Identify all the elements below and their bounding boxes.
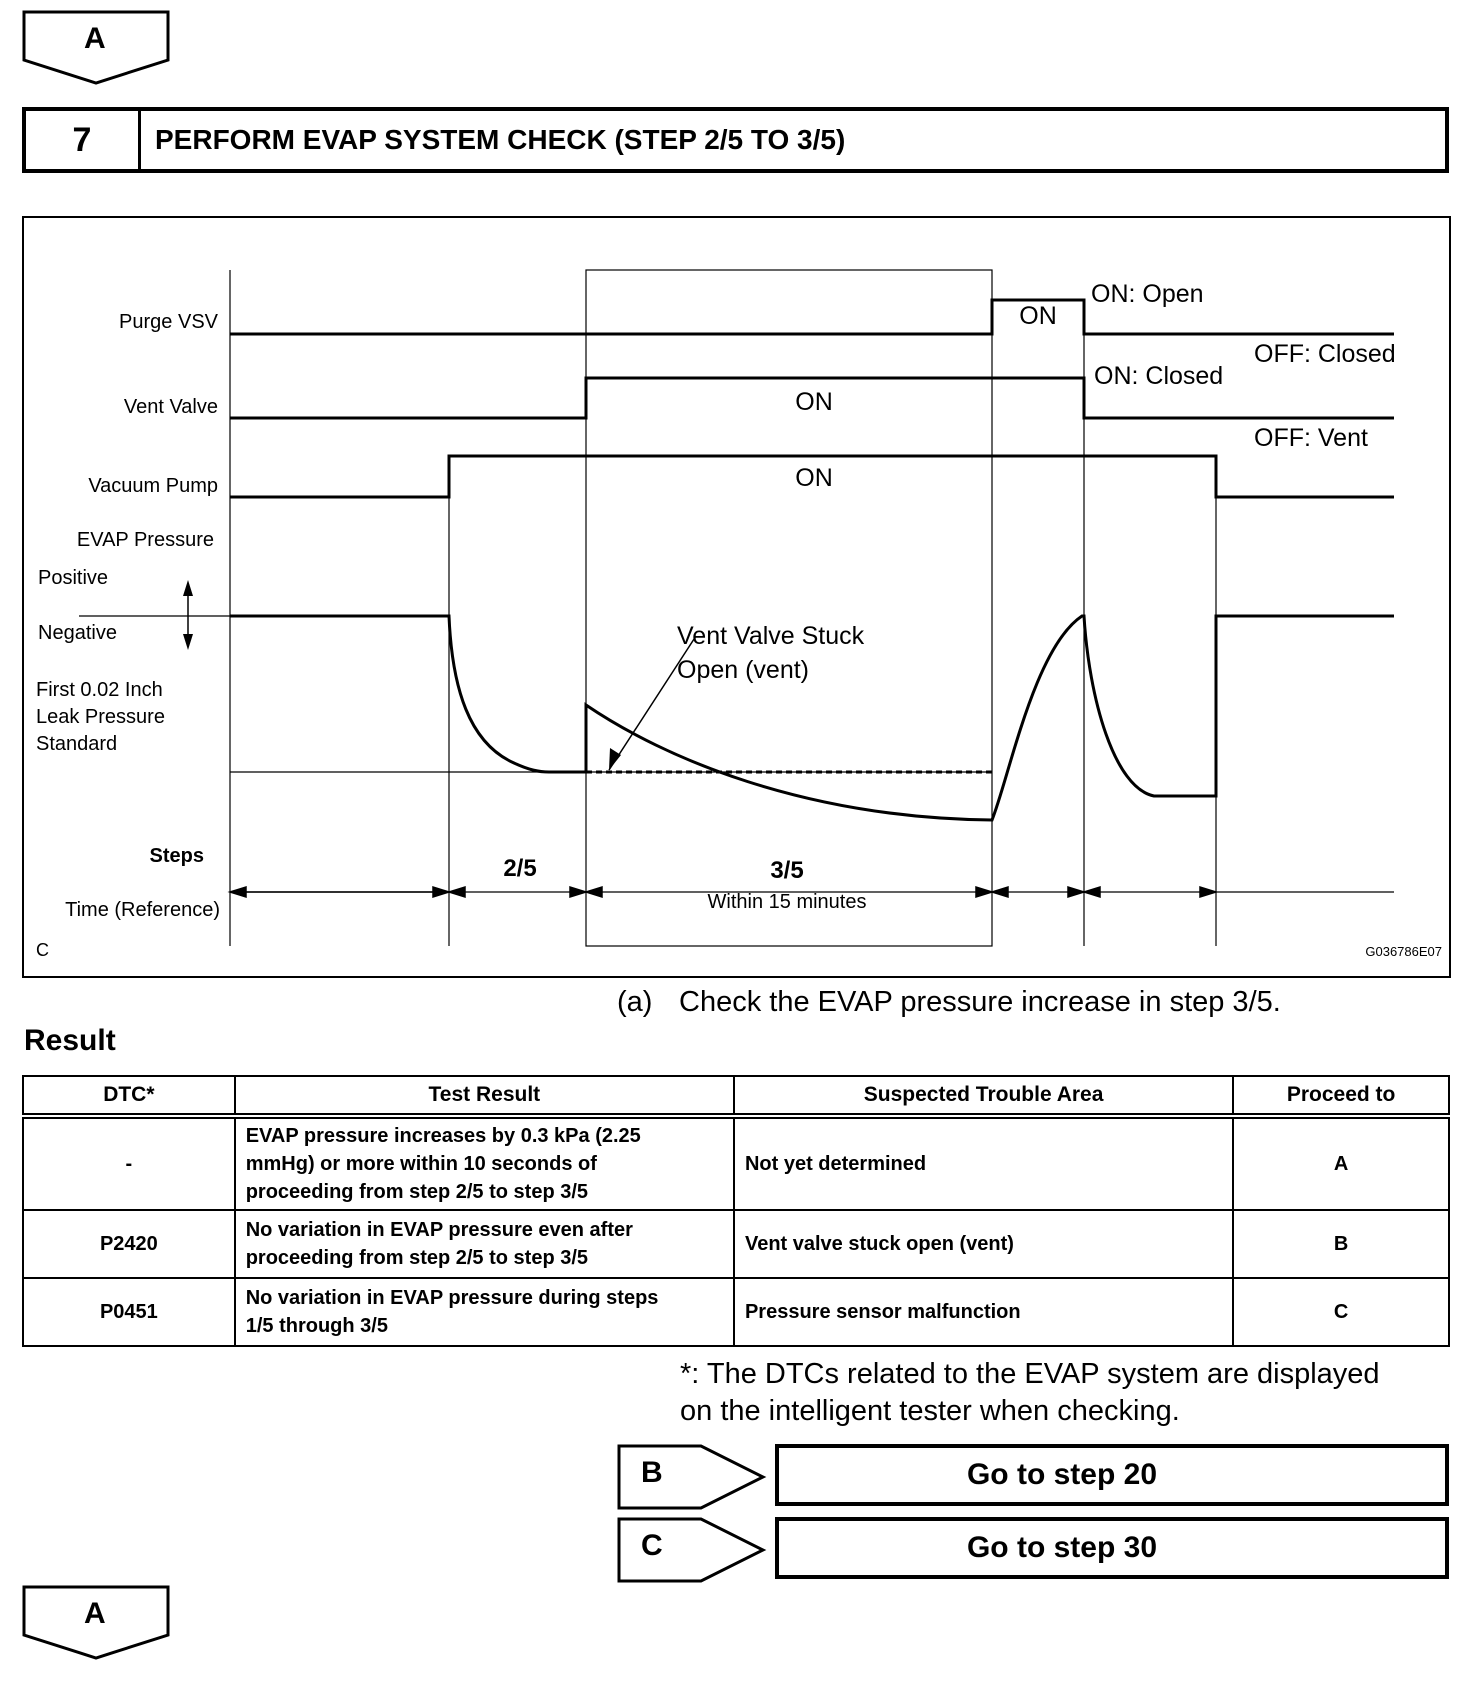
test-result-cell xyxy=(235,1210,734,1278)
annotation-arrowhead xyxy=(609,748,621,770)
step-3-5-label: 3/5 xyxy=(770,857,804,884)
test-result-line: No variation in EVAP pressure even after xyxy=(245,1219,633,1241)
trouble-area-cell: Not yet determined xyxy=(734,1116,1233,1210)
figure-code: G036786E07 xyxy=(1365,944,1442,959)
step-number: 7 xyxy=(26,111,141,169)
instruction-text: Check the EVAP pressure increase in step 3/5. xyxy=(679,986,1281,1018)
trouble-area-cell: Vent valve stuck open (vent) xyxy=(734,1210,1233,1278)
time-arrowhead xyxy=(230,887,246,897)
dtc-footnote xyxy=(680,1356,1440,1430)
instruction-letter: (a) xyxy=(617,986,653,1018)
timing-diagram-svg xyxy=(24,218,1453,980)
instruction xyxy=(617,986,1281,1019)
timing-diagram xyxy=(22,216,1451,978)
column-header: DTC* xyxy=(23,1076,235,1116)
negative-label: Negative xyxy=(38,622,117,644)
column-header: Test Result xyxy=(235,1076,734,1116)
footnote-line: on the intelligent tester when checking. xyxy=(680,1395,1180,1427)
result-heading: Result xyxy=(24,1024,116,1057)
within-15-minutes-label: Within 15 minutes xyxy=(707,891,867,913)
test-result-line: proceeding from step 2/5 to step 3/5 xyxy=(245,1181,589,1203)
stuck-open-annotation-line2: Open (vent) xyxy=(677,656,810,684)
purge-vsv-label: Purge VSV xyxy=(119,311,218,333)
column-header: Suspected Trouble Area xyxy=(734,1076,1233,1116)
test-result-line: EVAP pressure increases by 0.3 kPa (2.25 xyxy=(245,1125,641,1147)
on-closed-label: ON: Closed xyxy=(1094,362,1224,390)
test-result-cell xyxy=(235,1116,734,1210)
test-result-line: 1/5 through 3/5 xyxy=(245,1315,388,1337)
leak-standard-label-line3: Standard xyxy=(36,733,118,755)
off-closed-label: OFF: Closed xyxy=(1254,340,1396,368)
pos-arrowhead xyxy=(183,580,193,596)
purge-on-label: ON xyxy=(1019,302,1057,330)
step-title: PERFORM EVAP SYSTEM CHECK (STEP 2/5 TO 3/5) xyxy=(155,124,846,155)
pentagon-right-shape xyxy=(617,1517,767,1583)
off-vent-label: OFF: Vent xyxy=(1254,424,1368,452)
leak-standard-label-line1: First 0.02 Inch xyxy=(36,679,163,701)
tag-letter: A xyxy=(84,22,106,55)
proceed-cell: C xyxy=(1233,1278,1449,1346)
figure-corner-letter: C xyxy=(36,940,49,960)
evap-pressure-label: EVAP Pressure xyxy=(76,529,214,551)
test-result-line: No variation in EVAP pressure during steps xyxy=(245,1287,659,1309)
tag-letter: A xyxy=(84,1597,106,1630)
test-result-cell xyxy=(235,1278,734,1346)
result-tag-b xyxy=(617,1444,767,1510)
vent-on-label: ON xyxy=(795,388,833,416)
proceed-cell: A xyxy=(1233,1116,1449,1210)
time-arrowhead xyxy=(1084,887,1100,897)
go-to-step-30-link[interactable] xyxy=(775,1517,1449,1579)
dtc-cell: - xyxy=(23,1116,235,1210)
table-row xyxy=(23,1210,1449,1278)
neg-arrowhead xyxy=(183,634,193,650)
step-2-5-label: 2/5 xyxy=(503,855,537,882)
trouble-area-cell: Pressure sensor malfunction xyxy=(734,1278,1233,1346)
go-to-label: Go to step 20 xyxy=(966,1458,1158,1491)
time-arrowhead xyxy=(449,887,465,897)
dtc-cell: P0451 xyxy=(23,1278,235,1346)
test-result-line: mmHg) or more within 10 seconds of xyxy=(245,1153,597,1175)
positive-label: Positive xyxy=(38,567,109,589)
stuck-open-annotation-line1: Vent Valve Stuck xyxy=(677,622,865,650)
time-arrowhead xyxy=(992,887,1008,897)
vacuum-pump-label: Vacuum Pump xyxy=(88,475,218,497)
step-header xyxy=(22,107,1449,173)
result-tag-a-bottom xyxy=(22,1585,170,1661)
dtc-cell: P2420 xyxy=(23,1210,235,1278)
leak-standard-label-line2: Leak Pressure xyxy=(36,706,165,728)
table-row xyxy=(23,1278,1449,1346)
test-result-line: proceeding from step 2/5 to step 3/5 xyxy=(245,1247,589,1269)
result-tag-c xyxy=(617,1517,767,1583)
pentagon-right-shape xyxy=(617,1444,767,1510)
time-arrowhead xyxy=(586,887,602,897)
pump-on-label: ON xyxy=(795,464,833,492)
column-header: Proceed to xyxy=(1233,1076,1449,1116)
time-reference-label: Time (Reference) xyxy=(65,899,220,921)
result-table xyxy=(22,1075,1450,1347)
tag-letter: B xyxy=(641,1456,663,1489)
table-row xyxy=(23,1116,1449,1210)
purge-vsv-signal xyxy=(230,300,1394,334)
on-open-label: ON: Open xyxy=(1091,280,1204,308)
footnote-line: *: The DTCs related to the EVAP system are displayed xyxy=(680,1358,1380,1390)
table-header-row xyxy=(23,1076,1449,1116)
proceed-cell: B xyxy=(1233,1210,1449,1278)
step-3-5-frame xyxy=(586,270,992,946)
steps-label: Steps xyxy=(149,845,204,867)
go-to-step-20-link[interactable] xyxy=(775,1444,1449,1506)
result-tag-a-top xyxy=(22,10,170,86)
go-to-label: Go to step 30 xyxy=(966,1531,1158,1564)
vent-valve-label: Vent Valve xyxy=(123,396,218,418)
tag-letter: C xyxy=(641,1529,663,1562)
time-arrowhead xyxy=(1200,887,1216,897)
